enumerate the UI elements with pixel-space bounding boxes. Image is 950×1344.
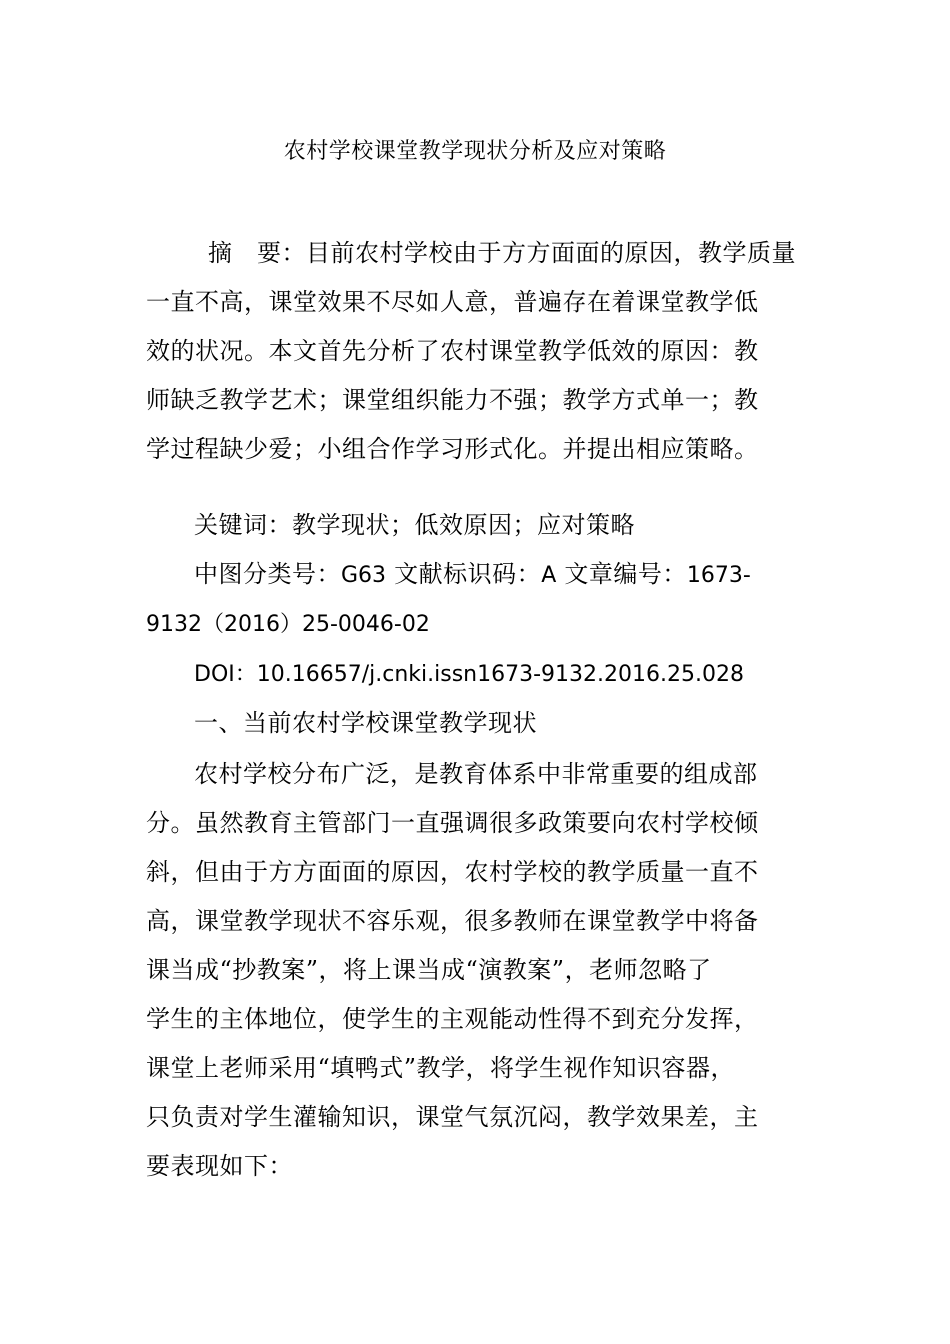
section-heading: 一、当前农村学校课堂教学现状 [194,709,537,737]
abstract-line-5: 学过程缺少爱；小组合作学习形式化。并提出相应策略。 [146,435,759,463]
body-line-7: 课堂上老师采用“填鸭式”教学，将学生视作知识容器， [146,1054,736,1082]
body-line-6: 学生的主体地位，使学生的主观能动性得不到充分发挥， [146,1005,759,1033]
keywords-line: 关键词：教学现状；低效原因；应对策略 [194,511,635,539]
body-line-4: 高，课堂教学现状不容乐观，很多教师在课堂教学中将备 [146,907,759,935]
document-mark-label: 文献标识码： [386,560,542,588]
doi-text: DOI：10.16657/j.cnki.issn1673-9132.2016.25.028 [194,662,744,687]
body-line-9: 要表现如下： [146,1152,293,1180]
article-number-rest: 9132（2016）25-0046-02 [146,612,430,637]
abstract-line-1: 摘 要：目前农村学校由于方方面面的原因，教学质量 [208,239,796,267]
body-line-5: 课当成“抄教案”，将上课当成“演教案”，老师忽略了 [146,956,712,984]
document-title: 农村学校课堂教学现状分析及应对策略 [283,139,667,164]
classification-code: G63 [341,563,387,588]
doi-line [194,656,864,692]
body-line-8: 只负责对学生灌输知识，课堂气氛沉闷，教学效果差，主 [146,1103,759,1131]
document-mark-code: A [541,563,557,588]
classification-prefix: 中图分类号： [194,560,341,588]
body-line-3: 斜，但由于方方面面的原因，农村学校的教学质量一直不 [146,858,759,886]
abstract-line-2: 一直不高，课堂效果不尽如人意，普遍存在着课堂教学低 [146,288,759,316]
classification-line-2 [146,606,816,642]
article-number-start: 1673- [686,563,751,588]
classification-line-1 [194,557,864,593]
article-number-label: 文章编号： [556,560,687,588]
body-line-1: 农村学校分布广泛，是教育体系中非常重要的组成部 [194,760,758,788]
abstract-line-4: 师缺乏教学艺术；课堂组织能力不强；教学方式单一；教 [146,386,759,414]
body-line-2: 分。虽然教育主管部门一直强调很多政策要向农村学校倾 [146,809,759,837]
abstract-line-3: 效的状况。本文首先分析了农村课堂教学低效的原因：教 [146,337,759,365]
